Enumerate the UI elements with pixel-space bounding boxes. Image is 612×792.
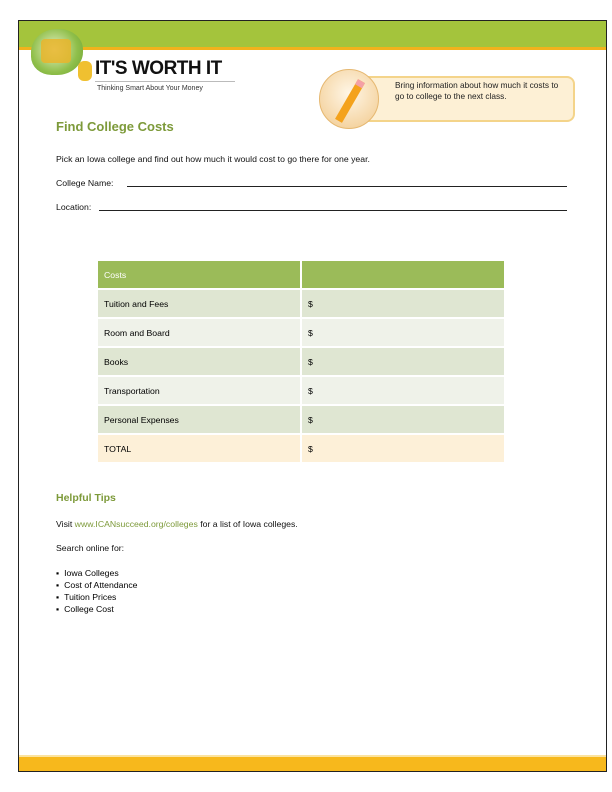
pencil-badge: [319, 69, 379, 129]
intro-text: Pick an Iowa college and find out how much it would cost to go there for one year.: [56, 154, 370, 164]
cost-input[interactable]: $: [302, 406, 506, 433]
location-field[interactable]: [99, 210, 567, 211]
pencil-icon: [335, 79, 365, 123]
worksheet-page: [18, 20, 607, 772]
list-item: ▪ Iowa Colleges: [56, 567, 138, 579]
college-name-label: College Name:: [56, 178, 114, 188]
table-header: Costs: [98, 261, 506, 288]
list-item: ▪ Tuition Prices: [56, 591, 138, 603]
mascot-icon: [78, 61, 92, 81]
table-row: Personal Expenses $: [98, 406, 506, 433]
location-label: Location:: [56, 202, 92, 212]
coins-icon: [41, 39, 71, 63]
list-item: ▪ College Cost: [56, 603, 138, 615]
cost-input[interactable]: $: [302, 348, 506, 375]
footer-band: [19, 755, 606, 771]
callout-text: Bring information about how much it costs to go to college to the next class.: [395, 80, 559, 101]
search-label: Search online for:: [56, 543, 125, 553]
brand-tagline: Thinking Smart About Your Money: [97, 85, 203, 92]
visit-text: Visit www.ICANsucceed.org/colleges for a list of Iowa colleges.: [56, 519, 298, 529]
total-row: TOTAL $: [98, 435, 506, 462]
college-name-field[interactable]: [127, 186, 567, 187]
colleges-link[interactable]: www.ICANsucceed.org/colleges: [74, 519, 198, 529]
total-input[interactable]: $: [302, 435, 506, 462]
table-row: Transportation $: [98, 377, 506, 404]
list-item: ▪ Cost of Attendance: [56, 579, 138, 591]
table-row: Tuition and Fees $: [98, 290, 506, 317]
cost-input[interactable]: $: [302, 377, 506, 404]
page-title: Find College Costs: [56, 119, 174, 134]
table-row: Books $: [98, 348, 506, 375]
tips-title: Helpful Tips: [56, 492, 116, 504]
table-row: Room and Board $: [98, 319, 506, 346]
header-band: [19, 21, 606, 50]
cost-input[interactable]: $: [302, 290, 506, 317]
cost-input[interactable]: $: [302, 319, 506, 346]
logo-divider: [95, 81, 235, 82]
costs-table: [98, 259, 506, 464]
brand-logo: IT'S WORTH IT: [95, 58, 222, 79]
search-terms-list: [56, 567, 138, 615]
